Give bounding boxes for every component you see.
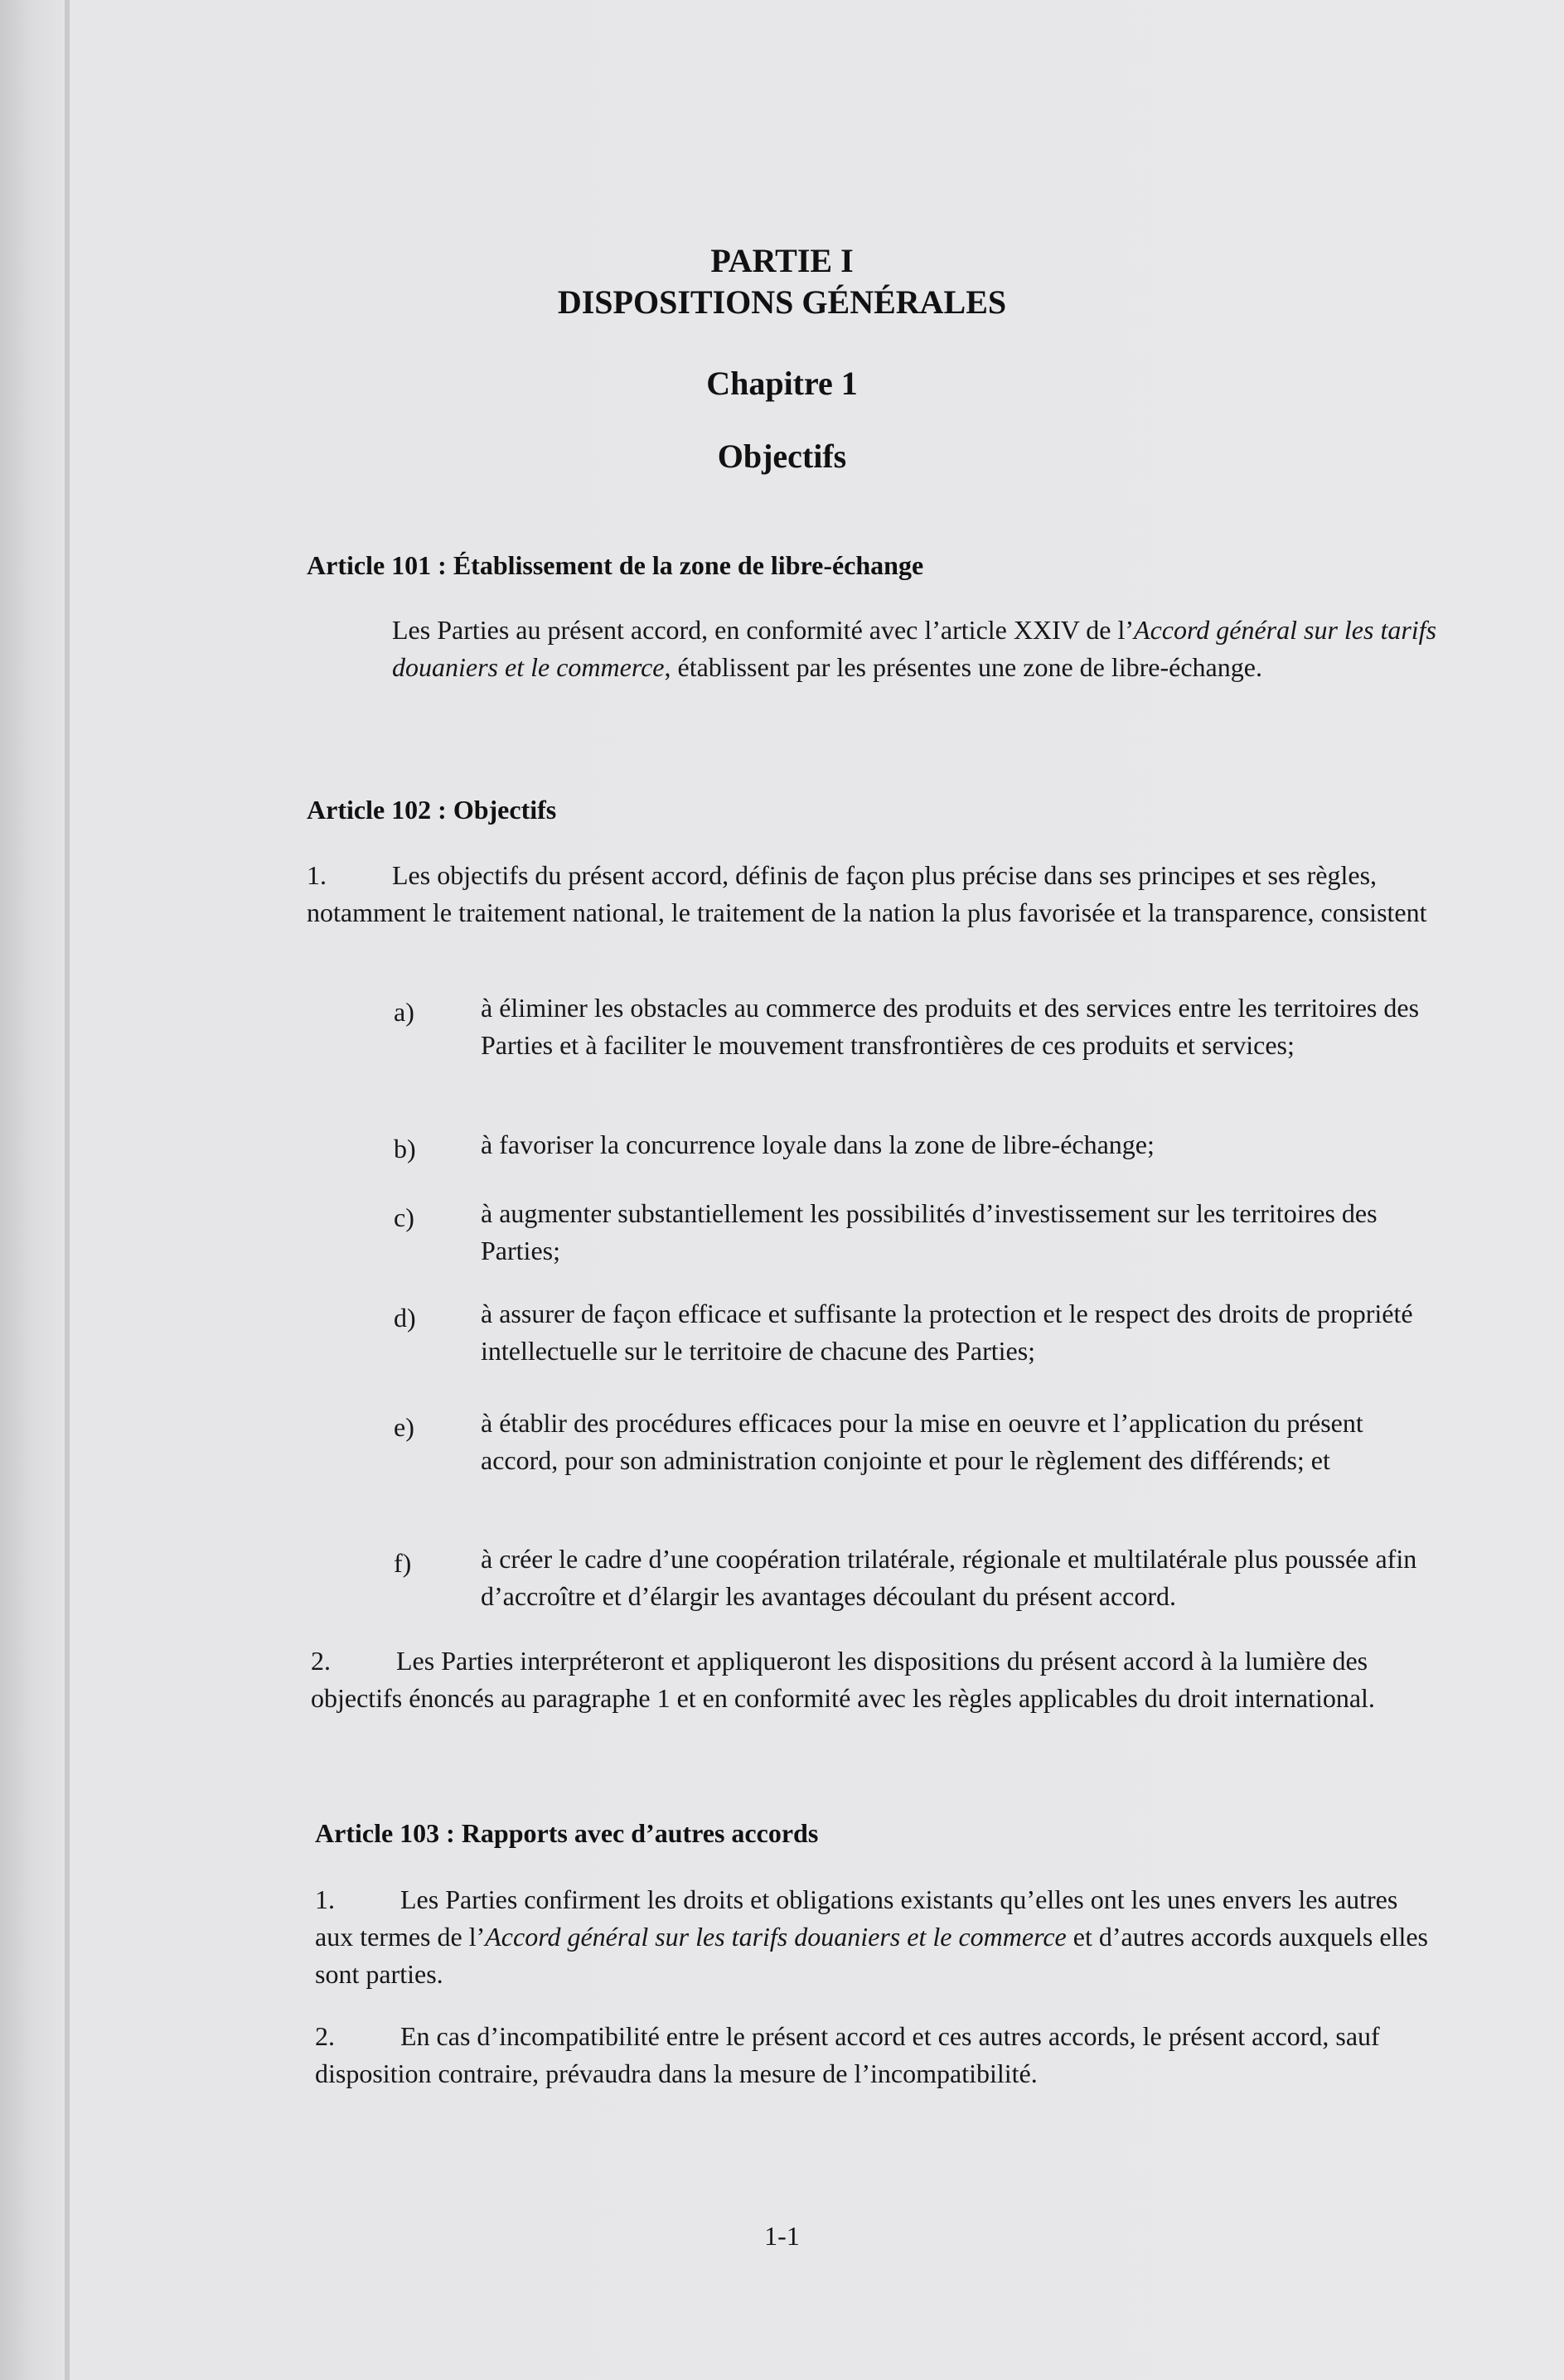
paragraph-text: Les Parties interpréteront et appliqueront les dispositions du présent accord à la lumière des objectifs énoncés au paragraphe 1 et en conformité avec les règles applicables du droit international.: [311, 1646, 1375, 1713]
list-item-text: à augmenter substantiellement les possibilités d’investissement sur les territoires des Parties;: [481, 1198, 1378, 1265]
article-101-text-end: , établissent par les présentes une zone de libre-échange.: [664, 652, 1262, 682]
article-103-paragraph-1: [315, 1881, 1430, 1993]
article-103-title: Article 103 : Rapports avec d’autres accords: [315, 1818, 819, 1848]
list-item-label: d): [394, 1303, 416, 1333]
list-item-text: à éliminer les obstacles au commerce des produits et des services entre les territoires des Parties et à faciliter le mouvement transfrontières de ces produits et services;: [481, 993, 1420, 1060]
paragraph-number: 1.: [315, 1884, 335, 1914]
list-item-text: à créer le cadre d’une coopération trilatérale, régionale et multilatérale plus poussée afin d’accroître et d’élargir les avantages découlant du présent accord.: [481, 1544, 1417, 1611]
paragraph-number: 2.: [311, 1646, 331, 1676]
list-item-text: à assurer de façon efficace et suffisante la protection et le respect des droits de propriété intellectuelle sur le territoire de chacune des Parties;: [481, 1299, 1413, 1366]
paragraph-number: 1.: [307, 860, 327, 890]
paragraph-number: 2.: [315, 2021, 335, 2051]
part-heading: PARTIE I: [710, 242, 854, 279]
gatt-title-italic: Accord général sur les tarifs douaniers et le commerce: [392, 615, 1437, 682]
list-item-label: f): [394, 1548, 412, 1578]
article-102-paragraph-2: [311, 1642, 1450, 1717]
list-item-label: a): [394, 997, 414, 1027]
page-number: 1-1: [764, 2221, 800, 2251]
chapter-title: Objectifs: [717, 438, 847, 475]
list-item-label: b): [394, 1134, 416, 1163]
list-item-text: à établir des procédures efficaces pour la mise en oeuvre et l’application du présent accord, pour son administration conjointe et pour le règlement des différends; et: [481, 1408, 1363, 1475]
article-103-paragraph-2: [315, 2018, 1430, 2092]
list-item-text: à favoriser la concurrence loyale dans la zone de libre-échange;: [481, 1130, 1155, 1159]
chapter-heading: Chapitre 1: [706, 365, 858, 402]
article-101-title: Article 101 : Établissement de la zone de libre-échange: [307, 550, 924, 580]
list-item-label: c): [394, 1202, 414, 1232]
paragraph-text-end: et d’autres accords auxquels elles sont parties.: [315, 1922, 1428, 1989]
paragraph-text: En cas d’incompatibilité entre le présent accord et ces autres accords, le présent accord, sauf disposition contraire, prévaudra dans la mesure de l’incompatibilité.: [315, 2021, 1380, 2088]
article-102-paragraph-1: [307, 857, 1431, 931]
part-title: DISPOSITIONS GÉNÉRALES: [557, 283, 1007, 321]
paragraph-text: Les objectifs du présent accord, définis de façon plus précise dans ses principes et ses règles, notamment le traitement national, le traitement de la nation la plus favorisée et la transparence, consistent: [307, 860, 1427, 927]
list-item-label: e): [394, 1412, 414, 1442]
gatt-title-italic: Accord général sur les tarifs douaniers et le commerce: [485, 1922, 1067, 1952]
paragraph-text-start: Les Parties confirment les droits et obligations existants qu’elles ont les unes envers les autres aux termes de l’: [315, 1884, 1398, 1952]
article-102-title: Article 102 : Objectifs: [307, 795, 557, 825]
article-101-text-start: Les Parties au présent accord, en conformité avec l’article XXIV de l’: [392, 615, 1135, 645]
article-101-paragraph: [307, 612, 1517, 686]
binding-edge: [65, 0, 70, 2380]
